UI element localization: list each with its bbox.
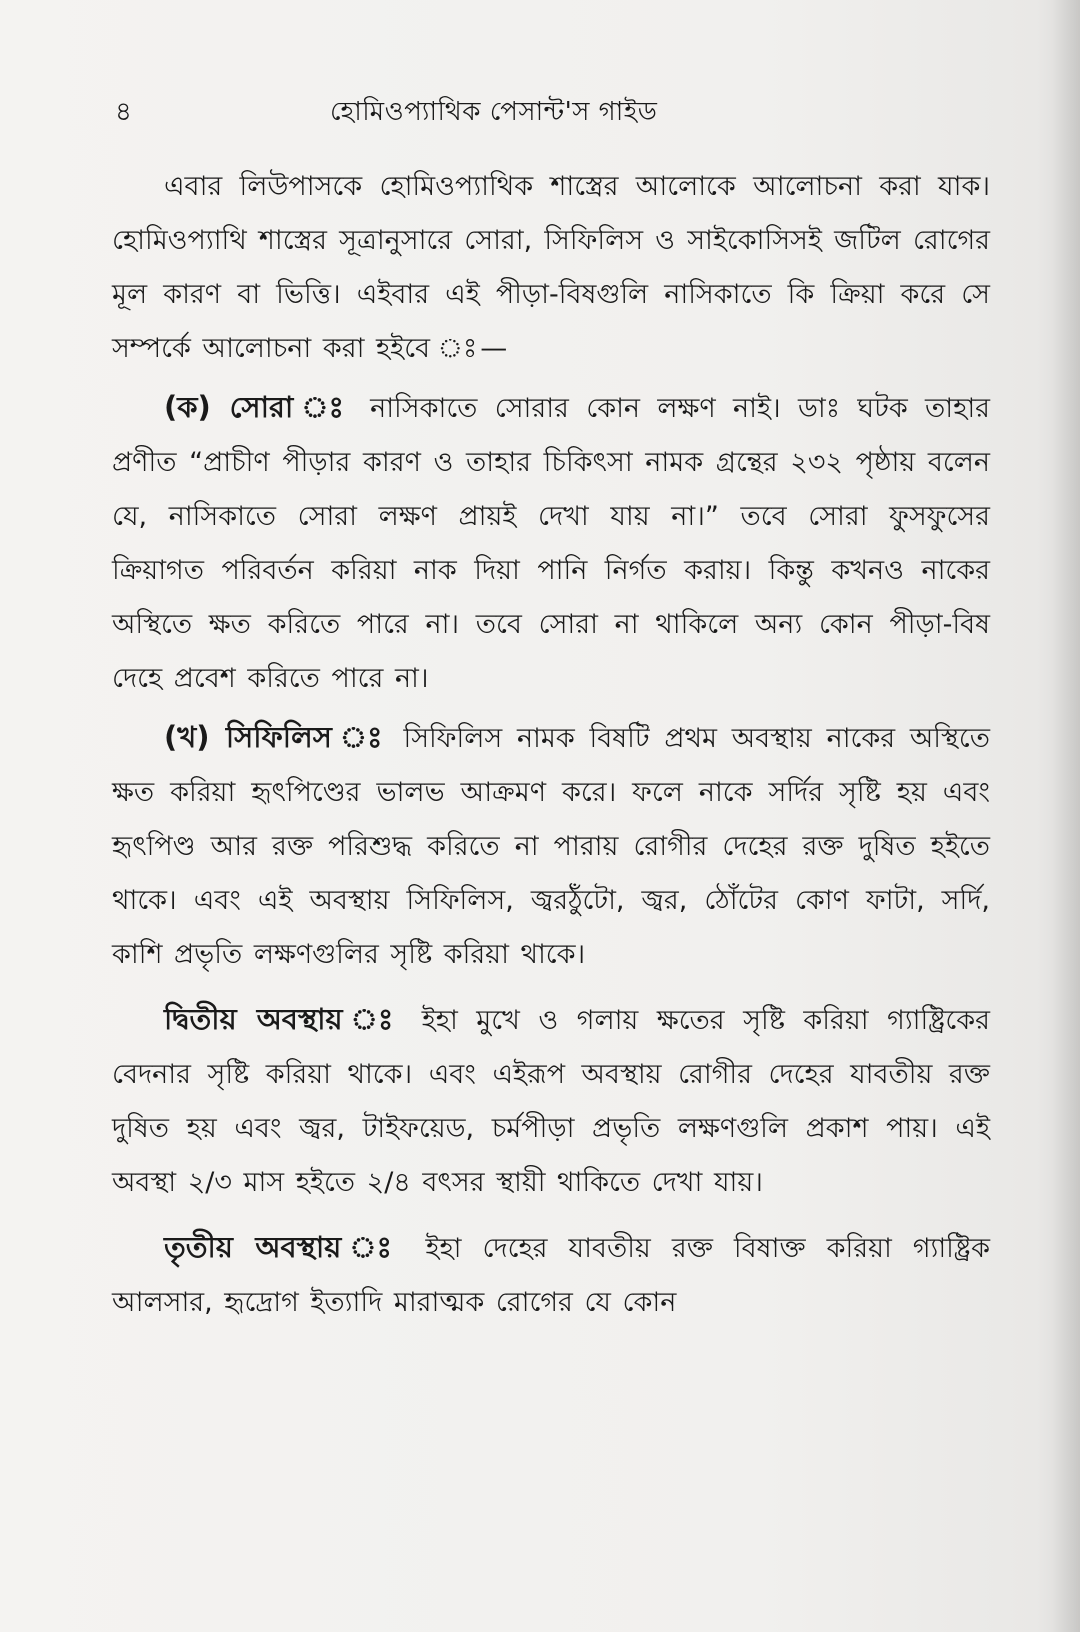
paragraph-second-stage: [112, 992, 990, 1210]
paragraph-second-stage-text: ইহা মুখে ও গলায় ক্ষতের সৃষ্টি করিয়া গ্যাষ্ট্রিকের বেদনার সৃষ্টি করিয়া থাকে। এবং এইরূপ অবস্থায় রোগীর দেহের যাবতীয় রক্ত দুষিত হয় এবং জ্বর, টাইফয়েড, চর্মপীড়া প্রভৃতি লক্ষণগুলি প্রকাশ পায়। এই অবস্থা ২/৩ মাস হইতে ২/৪ বৎসর স্থায়ী থাকিতে দেখা যায়।: [112, 1005, 990, 1198]
section-heading-third-stage: তৃতীয় অবস্থায় ঃ: [164, 1230, 405, 1264]
paragraph-syphilis: [112, 710, 990, 982]
section-heading-psora: (ক) সোরা ঃ: [164, 390, 353, 424]
page-header: [115, 92, 995, 132]
section-heading-second-stage: দ্বিতীয় অবস্থায় ঃ: [164, 1002, 404, 1036]
running-title: হোমিওপ্যাথিক পেসান্ট'স গাইড: [330, 97, 658, 127]
paragraph-psora: [112, 380, 990, 706]
page-edge-shadow: [1052, 0, 1080, 1632]
paragraph-syphilis-text: সিফিলিস নামক বিষটি প্রথম অবস্থায় নাকের অস্থিতে ক্ষত করিয়া হৃৎপিণ্ডের ভালভ আক্রমণ করে। ফলে নাকে সর্দির সৃষ্টি হয় এবং হৃৎপিণ্ড আর রক্ত পরিশুদ্ধ করিতে না পারায় রোগীর দেহের রক্ত দুষিত হইতে থাকে। এবং এই অবস্থায় সিফিলিস, জ্বরঠুঁটো, জ্বর, ঠোঁটের কোণ ফাটা, সর্দি, কাশি প্রভৃতি লক্ষণগুলির সৃষ্টি করিয়া থাকে।: [112, 723, 990, 970]
paragraph-psora-text: নাসিকাতে সোরার কোন লক্ষণ নাই। ডাঃ ঘটক তাহার প্রণীত “প্রাচীণ পীড়ার কারণ ও তাহার চিকিৎসা নামক গ্রন্থের ২৩২ পৃষ্ঠায় বলেন যে, নাসিকাতে সোরা লক্ষণ প্রায়ই দেখা যায় না।” তবে সোরা ফুসফুসের ক্রিয়াগত পরিবর্তন করিয়া নাক দিয়া পানি নির্গত করায়। কিন্তু কখনও নাকের অস্থিতে ক্ষত করিতে পারে না। তবে সোরা না থাকিলে অন্য কোন পীড়া-বিষ দেহে প্রবেশ করিতে পারে না।: [112, 393, 991, 694]
page-body: [112, 160, 990, 1334]
paragraph-third-stage: [112, 1220, 990, 1330]
paragraph-intro: এবার লিউপাসকে হোমিওপ্যাথিক শাস্ত্রের আলোকে আলোচনা করা যাক। হোমিওপ্যাথি শাস্ত্রের সূত্রানুসারে সোরা, সিফিলিস ও সাইকোসিসই জটিল রোগের মূল কারণ বা ভিত্তি। এইবার এই পীড়া-বিষগুলি নাসিকাতে কি ক্রিয়া করে সে সম্পর্কে আলোচনা করা হইবে ঃ—: [112, 171, 990, 364]
paragraph-third-stage-text: ইহা দেহের যাবতীয় রক্ত বিষাক্ত করিয়া গ্যাষ্ট্রিক আলসার, হৃদ্রোগ ইত্যাদি মারাত্মক রোগের যে কোন: [112, 1233, 990, 1318]
page-number: ৪: [115, 97, 132, 127]
section-heading-syphilis: (খ) সিফিলিস ঃ: [164, 720, 389, 754]
